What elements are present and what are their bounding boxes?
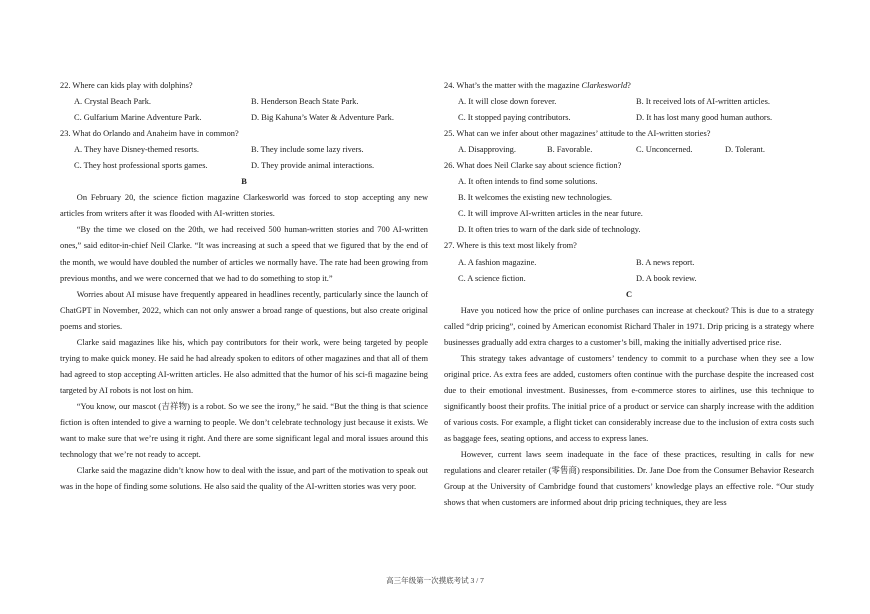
option-25a: A. Disapproving. xyxy=(458,145,516,155)
question-24-options-row1 xyxy=(444,94,814,110)
question-23-options-row2 xyxy=(60,158,428,174)
question-27-options-row2 xyxy=(444,271,814,287)
question-25-options xyxy=(444,142,814,158)
option-22c: C. Gulfarium Marine Adventure Park. xyxy=(74,113,202,123)
question-24-mark: ? xyxy=(627,81,631,90)
question-27-options-row1 xyxy=(444,255,814,271)
option-24a: A. It will close down forever. xyxy=(458,97,557,107)
option-26c: C. It will improve AI-written articles in the near future. xyxy=(458,209,643,219)
option-22a: A. Crystal Beach Park. xyxy=(74,97,151,107)
passage-b-paragraph: “You know, our mascot (吉祥物) is a robot. So we see the irony,” he said. “But the thing is that science fiction is often intended to give a warning to people. We don’t celebrate technology just because it exists. We want to make sure that we’re using it right. And there are some significant legal and moral issues around this technology that we’re not ready to accept. xyxy=(60,401,428,460)
question-24-magazine-name: Clarkesworld xyxy=(581,81,628,90)
passage-b-paragraph: Clarke said magazines like his, which pay contributors for their work, were being targeted by people trying to make quick money. He said he had already spoken to editors of other magazines and that all of them had agreed to stop accepting AI-written articles. He also admitted that the humor of his sci-fi magazine being targeted by AI robots is not lost on him. xyxy=(60,337,428,395)
question-26: 26. What does Neil Clarke say about science fiction? xyxy=(444,161,622,171)
passage-b-paragraph: Clarke said the magazine didn’t know how to deal with the issue, and part of the motivation to speak out was in the hope of finding some solutions. He also said the quality of the AI-written stories was very poor. xyxy=(60,466,428,492)
passage-c-paragraph: This strategy takes advantage of customers’ tendency to commit to a purchase when they see a low original price. As extra fees are added, customers often continue with the purchase despite the increased cost due to their emotional investment. Businesses, from e-commerce stores to airlines, use this technique to significantly boost their profits. The initial price of a product or service can sharply increase with the addition of various costs. For example, a flight ticket can considerably increase due to the inclusion of extra costs such as baggage fees, seating options, and access to express lanes. xyxy=(444,353,814,444)
option-25d: D. Tolerant. xyxy=(725,145,765,155)
option-26a: A. It often intends to find some solutions. xyxy=(458,177,598,187)
passage-b-paragraph: On February 20, the science fiction magazine Clarkesworld was forced to stop accepting any new articles from writers after it was flooded with AI-written stories. xyxy=(60,193,428,219)
question-25: 25. What can we infer about other magazines’ attitude to the AI-written stories? xyxy=(444,129,711,139)
question-22-options-row1 xyxy=(60,94,428,110)
question-22: 22. Where can kids play with dolphins? xyxy=(60,81,193,90)
passage-c-paragraph: However, current laws seem inadequate in the face of these practices, resulting in calls for new regulations and clearer retailer (零售商) responsibilities. Dr. Jane Doe from the Consumer Behavior Research Group at the University of Cambridge found that customers’ knowledge plays an effective role. “Our study shows that when customers are informed about drip pricing techniques, they are less xyxy=(444,450,814,508)
section-c-heading: C xyxy=(625,289,633,299)
option-24b: B. It received lots of AI-written articles. xyxy=(636,97,770,107)
option-27b: B. A news report. xyxy=(636,257,695,267)
option-25b: B. Favorable. xyxy=(547,145,593,155)
passage-b-paragraph: “By the time we closed on the 20th, we had received 500 human-written stories and 700 AI-written ones,” said editor-in-chief Neil Clarke. “It was increasing at such a speed that we figured that by the end of the month, we would have doubled the number of articles we normally have. The rate had been growing from previous months, and we were concerned that we had to do something to stop it.” xyxy=(60,225,428,283)
option-23d: D. They provide animal interactions. xyxy=(251,161,375,171)
page-footer: 高三年级第一次摸底考试 3 / 7 xyxy=(386,576,484,585)
question-27: 27. Where is this text most likely from? xyxy=(444,241,577,251)
question-24-options-row2 xyxy=(444,110,814,126)
option-22d: D. Big Kahuna’s Water & Adventure Park. xyxy=(251,113,394,123)
option-27a: A. A fashion magazine. xyxy=(458,257,537,267)
question-22-options-row2 xyxy=(60,110,428,126)
passage-b-paragraph: Worries about AI misuse have frequently appeared in headlines recently, particularly since the launch of ChatGPT in November, 2022, which can not only answer a broad range of questions, but also create original poems and stories. xyxy=(60,289,428,331)
option-24d: D. It has lost many good human authors. xyxy=(636,113,773,123)
option-26b: B. It welcomes the existing new technologies. xyxy=(458,193,612,203)
question-24 xyxy=(444,78,814,94)
question-23-options-row1 xyxy=(60,142,428,158)
left-column xyxy=(60,78,428,495)
question-24-stem: 24. What’s the matter with the magazine xyxy=(444,81,582,90)
right-column xyxy=(444,78,814,511)
passage-c-paragraph: Have you noticed how the price of online purchases can increase at checkout? This is due to a strategy called “drip pricing”, coined by American economist Richard Thaler in 1971. Drip pricing is a strategy where businesses gradually add extra charges to a customer’s bill, making the initially advertised price rise. xyxy=(444,305,814,347)
option-23b: B. They include some lazy rivers. xyxy=(251,145,364,155)
option-23a: A. They have Disney-themed resorts. xyxy=(74,145,199,155)
option-27d: D. A book review. xyxy=(636,273,697,283)
option-22b: B. Henderson Beach State Park. xyxy=(251,97,359,107)
section-b-heading: B xyxy=(241,177,247,187)
option-25c: C. Unconcerned. xyxy=(636,145,693,155)
option-23c: C. They host professional sports games. xyxy=(74,161,208,171)
question-23: 23. What do Orlando and Anaheim have in common? xyxy=(60,129,239,139)
option-27c: C. A science fiction. xyxy=(458,273,526,283)
option-24c: C. It stopped paying contributors. xyxy=(458,113,571,123)
option-26d: D. It often tries to warn of the dark side of technology. xyxy=(458,225,641,235)
